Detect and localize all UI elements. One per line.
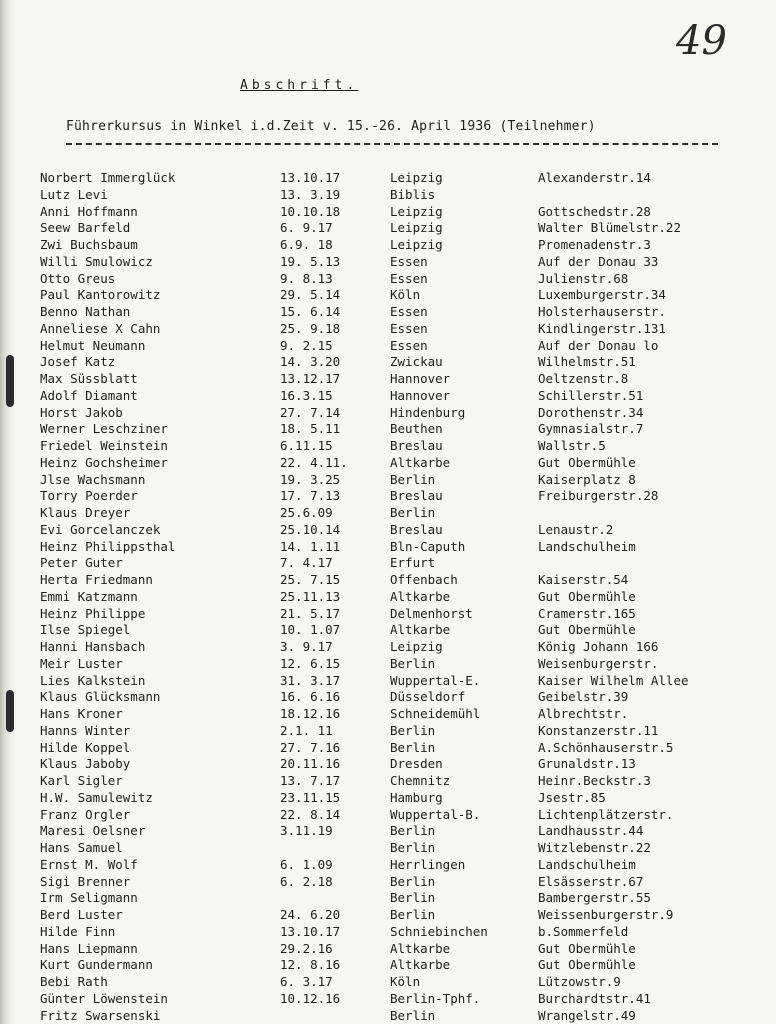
participant-birthdate: 18. 5.11 bbox=[280, 421, 341, 437]
participant-row bbox=[0, 472, 776, 489]
participant-city: Altkarbe bbox=[390, 588, 451, 604]
participant-city: Essen bbox=[390, 270, 428, 286]
participant-birthdate: 9. 2.15 bbox=[280, 337, 333, 353]
participant-address: Auf der Donau lo bbox=[538, 337, 659, 353]
participant-address: Gut Obermühle bbox=[538, 454, 636, 470]
participant-city: Berlin bbox=[390, 505, 436, 520]
participant-birthdate: 25.6.09 bbox=[280, 505, 333, 520]
participant-address: Gut Obermühle bbox=[538, 957, 636, 973]
participant-row bbox=[0, 639, 776, 656]
participant-address: Gut Obermühle bbox=[538, 940, 636, 956]
participant-name: Meir Luster bbox=[40, 655, 123, 671]
participant-city: Köln bbox=[390, 287, 421, 303]
participant-birthdate: 6. 3.17 bbox=[280, 974, 333, 989]
participant-row bbox=[0, 773, 776, 790]
participant-address: Weissenburgerstr.9 bbox=[538, 907, 674, 922]
participant-address: Freiburgerstr.28 bbox=[538, 488, 659, 504]
document-subtitle: Führerkursus in Winkel i.d.Zeit v. 15.-26. April 1936 (Teilnehmer) bbox=[66, 119, 596, 134]
participant-row bbox=[0, 237, 776, 254]
participant-name: Paul Kantorowitz bbox=[40, 287, 161, 303]
participant-name: Lutz Levi bbox=[40, 186, 108, 202]
participant-city: Breslau bbox=[390, 488, 443, 504]
participant-name: Heinz Philippe bbox=[40, 605, 146, 621]
participant-name: Anni Hoffmann bbox=[40, 203, 138, 219]
participant-city: Berlin-Tphf. bbox=[390, 990, 481, 1006]
document-title: Abschrift. bbox=[240, 78, 359, 93]
participant-row bbox=[0, 790, 776, 807]
participant-birthdate: 7. 4.17 bbox=[280, 555, 333, 571]
participant-name: Berd Luster bbox=[40, 907, 123, 922]
participant-birthdate: 10. 1.07 bbox=[280, 622, 341, 638]
participant-city: Berlin bbox=[390, 471, 436, 487]
participant-row bbox=[0, 706, 776, 723]
participant-row bbox=[0, 941, 776, 958]
participant-row bbox=[0, 689, 776, 706]
participant-city: Altkarbe bbox=[390, 940, 451, 956]
participant-name: Karl Sigler bbox=[40, 773, 123, 788]
participant-name: Benno Nathan bbox=[40, 304, 131, 319]
participant-city: Altkarbe bbox=[390, 622, 451, 638]
participant-row bbox=[0, 840, 776, 857]
participant-address: Wilhelmstr.51 bbox=[538, 354, 636, 370]
participant-row bbox=[0, 304, 776, 321]
participant-city: Leipzig bbox=[390, 639, 443, 654]
participant-name: Helmut Neumann bbox=[40, 337, 146, 353]
participant-city: Berlin bbox=[390, 873, 436, 889]
participant-row bbox=[0, 555, 776, 572]
participant-row bbox=[0, 572, 776, 589]
participant-city: Wuppertal-E. bbox=[390, 672, 481, 688]
participant-address: Gottschedstr.28 bbox=[538, 203, 651, 219]
participant-city: Berlin bbox=[390, 739, 436, 755]
participant-name: Herta Friedmann bbox=[40, 572, 153, 587]
participant-birthdate: 6. 2.18 bbox=[280, 873, 333, 889]
participant-city: Delmenhorst bbox=[390, 605, 473, 621]
participant-city: Wuppertal-B. bbox=[390, 806, 481, 822]
participant-birthdate: 2.1. 11 bbox=[280, 722, 333, 738]
participant-address: Lichtenplätzerstr. bbox=[538, 806, 674, 822]
participant-row bbox=[0, 924, 776, 941]
participant-address: Walter Blümelstr.22 bbox=[538, 220, 681, 236]
participant-address: Heinr.Beckstr.3 bbox=[538, 773, 651, 788]
participant-city: Berlin bbox=[390, 890, 436, 906]
participant-row bbox=[0, 823, 776, 840]
participant-name: Anneliese X Cahn bbox=[40, 320, 161, 336]
participant-birthdate: 6.9. 18 bbox=[280, 237, 333, 252]
participant-address: Jsestr.85 bbox=[538, 789, 606, 805]
participant-name: Bebi Rath bbox=[40, 974, 108, 989]
participant-name: Willi Smulowicz bbox=[40, 253, 153, 269]
participant-address: Lenaustr.2 bbox=[538, 521, 614, 537]
participant-birthdate: 10.10.18 bbox=[280, 203, 341, 219]
participant-row bbox=[0, 656, 776, 673]
participant-row bbox=[0, 673, 776, 690]
participant-birthdate: 27. 7.14 bbox=[280, 404, 341, 420]
participant-city: Berlin bbox=[390, 907, 436, 922]
participant-address: Albrechtstr. bbox=[538, 706, 629, 721]
participant-address: Elsässerstr.67 bbox=[538, 873, 644, 889]
participant-row bbox=[0, 204, 776, 221]
participant-birthdate: 6. 9.17 bbox=[280, 220, 333, 236]
participant-address: Konstanzerstr.11 bbox=[538, 722, 659, 738]
participant-birthdate: 3. 9.17 bbox=[280, 639, 333, 654]
participant-row bbox=[0, 890, 776, 907]
participant-birthdate: 19. 3.25 bbox=[280, 471, 341, 487]
participant-address: Kaiserplatz 8 bbox=[538, 471, 636, 487]
dashed-rule bbox=[66, 143, 718, 145]
participant-row bbox=[0, 338, 776, 355]
participant-city: Herrlingen bbox=[390, 856, 466, 872]
participant-city: Biblis bbox=[390, 186, 436, 202]
participant-birthdate: 13.10.17 bbox=[280, 170, 341, 185]
participant-name: Heinz Gochsheimer bbox=[40, 454, 168, 470]
participant-birthdate: 13.10.17 bbox=[280, 923, 341, 939]
participant-name: Zwi Buchsbaum bbox=[40, 237, 138, 252]
participant-address: Landhausstr.44 bbox=[538, 823, 644, 839]
participant-address: Gymnasialstr.7 bbox=[538, 421, 644, 437]
participant-address: Cramerstr.165 bbox=[538, 605, 636, 621]
participant-city: Breslau bbox=[390, 521, 443, 537]
participant-birthdate: 12. 6.15 bbox=[280, 655, 341, 671]
participant-address: Alexanderstr.14 bbox=[538, 170, 651, 185]
participant-name: Horst Jakob bbox=[40, 404, 123, 420]
participant-name: Fritz Swarsenski bbox=[40, 1007, 161, 1023]
participant-row bbox=[0, 589, 776, 606]
participant-birthdate: 13.12.17 bbox=[280, 371, 341, 386]
participant-city: Erfurt bbox=[390, 555, 436, 571]
participant-address: Lützowstr.9 bbox=[538, 974, 621, 989]
participant-birthdate: 10.12.16 bbox=[280, 990, 341, 1006]
participant-address: Grunaldstr.13 bbox=[538, 756, 636, 772]
page-number: 49 bbox=[676, 18, 727, 64]
participant-birthdate: 24. 6.20 bbox=[280, 907, 341, 922]
participant-city: Leipzig bbox=[390, 203, 443, 219]
participant-row bbox=[0, 522, 776, 539]
participant-address: Wallstr.5 bbox=[538, 438, 606, 453]
participant-city: Essen bbox=[390, 320, 428, 336]
participant-name: Sigi Brenner bbox=[40, 873, 131, 889]
participant-row bbox=[0, 388, 776, 405]
participant-address: Burchardtstr.41 bbox=[538, 990, 651, 1006]
participant-name: Hanns Winter bbox=[40, 722, 131, 738]
participant-name: Lies Kalkstein bbox=[40, 672, 146, 688]
participant-birthdate: 17. 7.13 bbox=[280, 488, 341, 504]
participant-name: H.W. Samulewitz bbox=[40, 789, 153, 805]
participant-birthdate: 25.10.14 bbox=[280, 521, 341, 537]
participant-name: Kurt Gundermann bbox=[40, 957, 153, 973]
participant-row bbox=[0, 756, 776, 773]
participant-address: Oeltzenstr.8 bbox=[538, 371, 629, 386]
participant-birthdate: 31. 3.17 bbox=[280, 672, 341, 688]
participant-name: Günter Löwenstein bbox=[40, 990, 168, 1006]
participant-name: Klaus Glücksmann bbox=[40, 689, 161, 705]
participant-city: Dresden bbox=[390, 756, 443, 772]
participant-city: Berlin bbox=[390, 840, 436, 855]
participant-city: Essen bbox=[390, 253, 428, 269]
participant-birthdate: 16. 6.16 bbox=[280, 689, 341, 705]
participant-city: Altkarbe bbox=[390, 957, 451, 973]
participant-row bbox=[0, 974, 776, 991]
participant-address: Witzlebenstr.22 bbox=[538, 840, 651, 855]
participant-name: Evi Gorcelanczek bbox=[40, 521, 161, 537]
participant-address: Kindlingerstr.131 bbox=[538, 320, 666, 336]
participant-row bbox=[0, 807, 776, 824]
participant-city: Leipzig bbox=[390, 170, 443, 185]
participant-city: Berlin bbox=[390, 655, 436, 671]
participant-address: Gut Obermühle bbox=[538, 588, 636, 604]
participant-row bbox=[0, 622, 776, 639]
participant-row bbox=[0, 287, 776, 304]
participant-city: Hamburg bbox=[390, 789, 443, 805]
participant-row bbox=[0, 488, 776, 505]
participant-address: Kaiserstr.54 bbox=[538, 572, 629, 587]
participant-address: Landschulheim bbox=[538, 856, 636, 872]
participant-birthdate: 21. 5.17 bbox=[280, 605, 341, 621]
participant-birthdate: 15. 6.14 bbox=[280, 304, 341, 319]
participant-name: Torry Poerder bbox=[40, 488, 138, 504]
participant-birthdate: 23.11.15 bbox=[280, 789, 341, 805]
participant-name: Otto Greus bbox=[40, 270, 116, 286]
participant-row bbox=[0, 857, 776, 874]
participant-birthdate: 13. 7.17 bbox=[280, 773, 341, 788]
participant-row bbox=[0, 421, 776, 438]
participant-birthdate: 29.2.16 bbox=[280, 940, 333, 956]
participant-city: Hindenburg bbox=[390, 404, 466, 420]
participant-name: Seew Barfeld bbox=[40, 220, 131, 236]
participant-name: Hans Kroner bbox=[40, 706, 123, 721]
participant-address: Wrangelstr.49 bbox=[538, 1007, 636, 1023]
participant-address: Kaiser Wilhelm Allee bbox=[538, 672, 689, 688]
participant-address: Weisenburgerstr. bbox=[538, 655, 659, 671]
participant-address: b.Sommerfeld bbox=[538, 923, 629, 939]
participant-city: Leipzig bbox=[390, 237, 443, 252]
participant-city: Offenbach bbox=[390, 572, 458, 587]
participant-row bbox=[0, 723, 776, 740]
participant-birthdate: 3.11.19 bbox=[280, 823, 333, 839]
participant-birthdate: 25.11.13 bbox=[280, 588, 341, 604]
participant-row bbox=[0, 907, 776, 924]
participant-row bbox=[0, 271, 776, 288]
participant-name: Irm Seligmann bbox=[40, 890, 138, 906]
participant-address: Gut Obermühle bbox=[538, 622, 636, 638]
participant-name: Maresi Oelsner bbox=[40, 823, 146, 839]
participant-name: Peter Guter bbox=[40, 555, 123, 571]
participant-name: Klaus Dreyer bbox=[40, 505, 131, 520]
participant-city: Köln bbox=[390, 974, 421, 989]
participant-birthdate: 16.3.15 bbox=[280, 387, 333, 403]
participant-name: Klaus Jaboby bbox=[40, 756, 131, 772]
participant-city: Beuthen bbox=[390, 421, 443, 437]
participant-birthdate: 6. 1.09 bbox=[280, 856, 333, 872]
participant-city: Chemnitz bbox=[390, 773, 451, 788]
participant-birthdate: 18.12.16 bbox=[280, 706, 341, 721]
participant-birthdate: 22. 4.11. bbox=[280, 454, 348, 470]
participant-name: Heinz Philippsthal bbox=[40, 538, 176, 554]
participant-birthdate: 9. 8.13 bbox=[280, 270, 333, 286]
participant-name: Hilde Finn bbox=[40, 923, 116, 939]
participant-city: Altkarbe bbox=[390, 454, 451, 470]
participant-city: Berlin bbox=[390, 722, 436, 738]
participant-name: Hans Samuel bbox=[40, 840, 123, 855]
participant-name: Adolf Diamant bbox=[40, 387, 138, 403]
participant-city: Bln-Caputh bbox=[390, 538, 466, 554]
participant-address: A.Schönhauserstr.5 bbox=[538, 739, 674, 755]
participant-city: Breslau bbox=[390, 438, 443, 453]
participant-city: Schneidemühl bbox=[390, 706, 481, 721]
participant-name: Ilse Spiegel bbox=[40, 622, 131, 638]
participant-address: Schillerstr.51 bbox=[538, 387, 644, 403]
participant-address: Julienstr.68 bbox=[538, 270, 629, 286]
participant-row bbox=[0, 438, 776, 455]
participant-name: Franz Orgler bbox=[40, 806, 131, 822]
participant-name: Josef Katz bbox=[40, 354, 116, 370]
participant-city: Berlin bbox=[390, 823, 436, 839]
participant-row bbox=[0, 371, 776, 388]
participant-city: Berlin bbox=[390, 1007, 436, 1023]
participant-name: Werner Leschziner bbox=[40, 421, 168, 437]
participant-city: Leipzig bbox=[390, 220, 443, 236]
participant-birthdate: 12. 8.16 bbox=[280, 957, 341, 973]
participant-row bbox=[0, 991, 776, 1008]
participant-name: Ernst M. Wolf bbox=[40, 856, 138, 872]
participant-name: Hilde Koppel bbox=[40, 739, 131, 755]
participant-name: Hans Liepmann bbox=[40, 940, 138, 956]
participant-birthdate: 13. 3.19 bbox=[280, 186, 341, 202]
participant-address: Geibelstr.39 bbox=[538, 689, 629, 705]
participant-birthdate: 19. 5.13 bbox=[280, 253, 341, 269]
participant-birthdate: 6.11.15 bbox=[280, 438, 333, 453]
participant-row bbox=[0, 606, 776, 623]
participant-address: Dorothenstr.34 bbox=[538, 404, 644, 420]
participant-row bbox=[0, 1008, 776, 1024]
participant-name: Friedel Weinstein bbox=[40, 438, 168, 453]
participant-birthdate: 29. 5.14 bbox=[280, 287, 341, 303]
participant-row bbox=[0, 874, 776, 891]
participant-birthdate: 14. 1.11 bbox=[280, 538, 341, 554]
participant-row bbox=[0, 740, 776, 757]
participant-row bbox=[0, 321, 776, 338]
participant-birthdate: 20.11.16 bbox=[280, 756, 341, 772]
participant-birthdate: 27. 7.16 bbox=[280, 739, 341, 755]
participant-address: Luxemburgerstr.34 bbox=[538, 287, 666, 303]
participant-birthdate: 22. 8.14 bbox=[280, 806, 341, 822]
participant-row bbox=[0, 170, 776, 187]
participant-address: Bambergerstr.55 bbox=[538, 890, 651, 906]
participant-row bbox=[0, 405, 776, 422]
participant-birthdate: 14. 3.20 bbox=[280, 354, 341, 370]
participant-city: Essen bbox=[390, 337, 428, 353]
participant-name: Max Süssblatt bbox=[40, 371, 138, 386]
participant-address: Landschulheim bbox=[538, 538, 636, 554]
participant-address: Holsterhauserstr. bbox=[538, 304, 666, 319]
participant-row bbox=[0, 957, 776, 974]
participant-name: Norbert Immerglück bbox=[40, 170, 176, 185]
participant-city: Essen bbox=[390, 304, 428, 319]
participant-row bbox=[0, 254, 776, 271]
participant-city: Hannover bbox=[390, 371, 451, 386]
participant-row bbox=[0, 220, 776, 237]
participant-name: Emmi Katzmann bbox=[40, 588, 138, 604]
participant-city: Zwickau bbox=[390, 354, 443, 370]
participant-city: Schniebinchen bbox=[390, 923, 488, 939]
participant-birthdate: 25. 9.18 bbox=[280, 320, 341, 336]
participant-birthdate: 25. 7.15 bbox=[280, 572, 341, 587]
participant-row bbox=[0, 539, 776, 556]
participant-row bbox=[0, 455, 776, 472]
participant-address: Auf der Donau 33 bbox=[538, 253, 659, 269]
participant-list bbox=[0, 170, 776, 1024]
participant-row bbox=[0, 505, 776, 522]
participant-name: Hanni Hansbach bbox=[40, 639, 146, 654]
participant-row bbox=[0, 354, 776, 371]
participant-name: Jlse Wachsmann bbox=[40, 471, 146, 487]
participant-address: Promenadenstr.3 bbox=[538, 237, 651, 252]
participant-row bbox=[0, 187, 776, 204]
participant-city: Düsseldorf bbox=[390, 689, 466, 705]
participant-address: König Johann 166 bbox=[538, 639, 659, 654]
participant-city: Hannover bbox=[390, 387, 451, 403]
